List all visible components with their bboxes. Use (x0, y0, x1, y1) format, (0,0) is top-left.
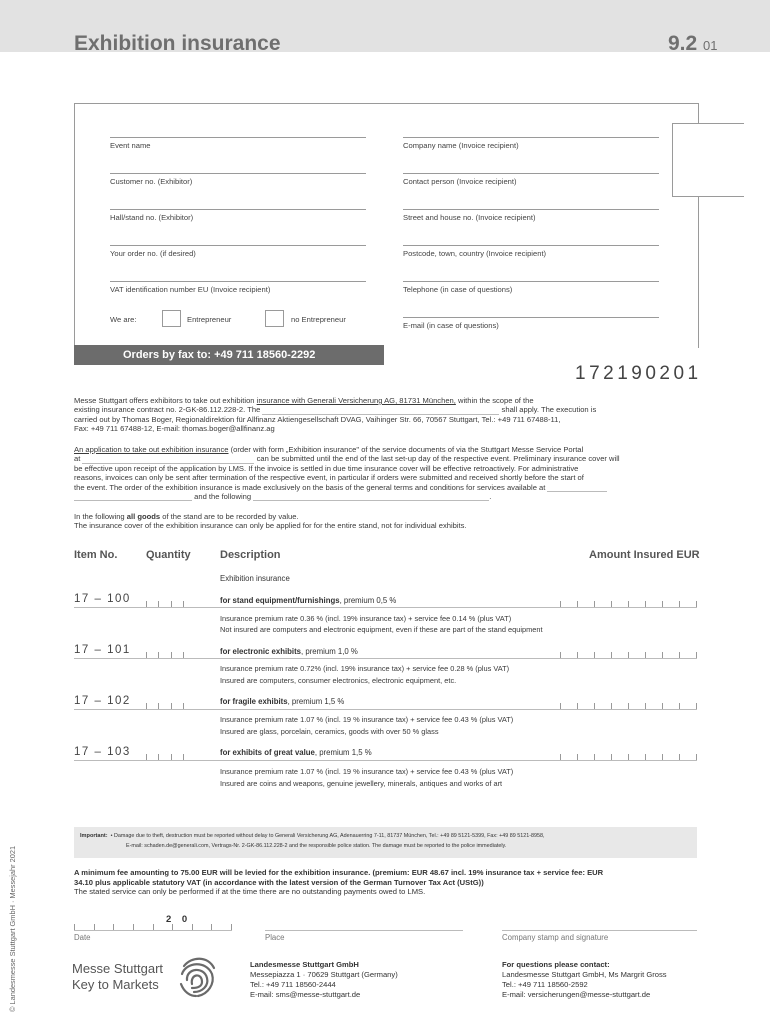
col-header-quantity: Quantity (146, 549, 191, 561)
row-title: for electronic exhibits, premium 1,0 % (220, 647, 358, 656)
hall-stand-field[interactable]: Hall/stand no. (Exhibitor) (110, 213, 194, 222)
fee-text: 34.10 plus applicable statutory VAT (in accordance with the latest version of the German Turnover Tax Act (UStG)) (74, 877, 484, 887)
row-detail: Insured are coins and weapons, genuine jewellery, minerals, antiques and works of art (220, 779, 503, 788)
contact-person-field[interactable]: Contact person (Invoice recipient) (403, 177, 517, 186)
field-line (403, 317, 659, 318)
blank-field (74, 500, 192, 501)
application-text: the event. The order of the exhibition insurance is made exclusively on the basis of the general terms and conditions for services available at (74, 482, 546, 492)
application-text: and the following (194, 492, 252, 502)
no-entrepreneur-checkbox[interactable] (265, 310, 284, 327)
field-line (403, 173, 659, 174)
section-number (668, 32, 718, 56)
vat-id-field[interactable]: VAT identification number EU (Invoice recipient) (110, 285, 271, 294)
row-detail: Insured are glass, porcelain, ceramics, goods with over 50 % glass (220, 727, 439, 736)
quantity-input[interactable] (146, 601, 184, 607)
row-detail: Not insured are computers and electronic equipment, even if these are part of the stand equipment (220, 625, 543, 634)
field-line (403, 245, 659, 246)
address-line: E-mail: sms@messe-stuttgart.de (250, 990, 361, 999)
item-number: 17 – 102 (74, 695, 131, 707)
application-text: can be submitted until the end of the last set-up day of the respective event. Preliminary insurance cover will (256, 454, 620, 464)
reference-number: 172190201 (575, 363, 702, 384)
quantity-input[interactable] (146, 703, 184, 709)
intro-text: Messe Stuttgart offers exhibitors to take out exhibition (74, 396, 257, 405)
field-line (403, 281, 659, 282)
address-line: Messepiazza 1 · 70629 Stuttgart (Germany) (250, 970, 398, 979)
logo-line: Key to Markets (72, 977, 159, 992)
year-digits: 2 0 (166, 914, 192, 925)
fee-text: A minimum fee amounting to 75.00 EUR will be levied for the exhibition insurance. (premium: EUR 48.67 incl. 19% insurance tax + service fee: EUR (74, 868, 604, 877)
section-main: 9.2 (668, 32, 698, 55)
email-field[interactable]: E-mail (in case of questions) (403, 321, 499, 330)
postcode-field[interactable]: Postcode, town, country (Invoice recipient) (403, 249, 547, 258)
row-title: for stand equipment/furnishings, premium 0,5 % (220, 596, 397, 605)
logo-line: Messe Stuttgart (72, 961, 164, 976)
field-line (403, 137, 659, 138)
customer-no-field[interactable]: Customer no. (Exhibitor) (110, 177, 193, 186)
event-name-field[interactable]: Event name (110, 141, 151, 150)
page-title: Exhibition insurance (74, 32, 281, 55)
row-line (74, 760, 697, 761)
place-label: Place (265, 933, 285, 942)
intro-text: within the scope of the (455, 396, 534, 405)
application-text: be effective upon receipt of the application by LMS. If the invoice is settled in due time insurance cover will be effective retroactively. For administrative (74, 463, 579, 473)
we-are-label: We are: (110, 315, 137, 324)
col-header-amount: Amount Insured EUR (589, 549, 700, 561)
important-box (74, 827, 697, 858)
application-text: (order with form „Exhibition insurance" of the service documents of via the Stuttgart Messe Service Portal (228, 445, 584, 454)
street-field[interactable]: Street and house no. (Invoice recipient) (403, 213, 536, 222)
fingerprint-logo-icon (178, 954, 218, 998)
row-detail: Insurance premium rate 1.07 % (incl. 19 % insurance tax) + service fee 0.43 % (plus VAT) (220, 767, 514, 776)
row-title: for exhibits of great value, premium 1,5 % (220, 748, 372, 757)
section-title: Exhibition insurance (220, 574, 290, 583)
quantity-input[interactable] (146, 754, 184, 760)
signature-line (502, 930, 697, 931)
amount-input[interactable] (560, 703, 697, 709)
intro-paragraph (74, 396, 699, 434)
item-number: 17 – 100 (74, 593, 131, 605)
important-text: • Damage due to theft, destruction must be reported without delay to Generali Versicherung AG, Adenauerring 7-11, 81737 München, Tel.: +49 89 5121-5399, Fax: +49 89 5121-8958, (110, 833, 545, 839)
row-line (74, 709, 697, 710)
fee-paragraph (74, 868, 699, 897)
company-address (250, 960, 398, 1000)
telephone-field[interactable]: Telephone (in case of questions) (403, 285, 513, 294)
order-no-field[interactable]: Your order no. (if desired) (110, 249, 196, 258)
intro-text: existing insurance contract no. 2-GK-86.112.228-2. The (74, 405, 261, 415)
col-header-description: Description (220, 549, 281, 561)
important-text: E-mail: schaden.de@generali.com, Vertrags-Nr. 2-GK-86.112.228-2 and the responsible police station. The damage must be reported to the police immediately. (126, 843, 507, 849)
company-name-field[interactable]: Company name (Invoice recipient) (403, 141, 519, 150)
quantity-input[interactable] (146, 652, 184, 658)
col-header-item: Item No. (74, 549, 118, 561)
copyright-side-text: © Landesmesse Stuttgart GmbH · Messejahr 2021 (8, 845, 17, 1012)
row-detail: Insurance premium rate 1.07 % (incl. 19 % insurance tax) + service fee 0.43 % (plus VAT) (220, 715, 514, 724)
goods-text: In the following (74, 512, 127, 521)
logo-text (72, 961, 163, 993)
application-text: An application to take out exhibition insurance (74, 445, 229, 454)
goods-emphasis: all goods (126, 512, 161, 521)
application-paragraph (74, 445, 699, 501)
field-line (110, 281, 366, 282)
contact-line: Tel.: +49 711 18560-2592 (502, 980, 588, 989)
fee-text: The stated service can only be performed if at the time there are no outstanding payments owed to LMS. (74, 887, 426, 896)
application-text: . (489, 492, 492, 502)
intro-text: carried out by Thomas Boger, Regionaldirektion für Allfinanz Aktiengesellschaft DVAG, Vaihinger Str. 66, 70567 Stuttgart, Tel.: +49 711 67488-11, (74, 414, 561, 424)
important-label: Important: (80, 833, 108, 839)
date-label: Date (74, 933, 91, 942)
amount-input[interactable] (560, 652, 697, 658)
contact-line: E-mail: versicherungen@messe-stuttgart.de (502, 990, 651, 999)
intro-text: shall apply. The execution is (501, 405, 597, 415)
field-line (110, 209, 366, 210)
no-entrepreneur-label: no Entrepreneur (291, 315, 346, 324)
fax-bar: Orders by fax to: +49 711 18560-2292 (74, 345, 384, 365)
insurer-link[interactable]: insurance with Generali Versicherung AG, 81731 München, (256, 396, 456, 405)
receipt-stamp-box (672, 123, 744, 197)
item-number: 17 – 103 (74, 746, 131, 758)
address-line: Tel.: +49 711 18560-2444 (250, 980, 336, 989)
amount-input[interactable] (560, 754, 697, 760)
date-line (74, 930, 232, 931)
row-line (74, 607, 697, 608)
contact-title: For questions please contact: (502, 960, 610, 969)
stamp-label: Company stamp and signature (502, 933, 609, 942)
row-detail: Insurance premium rate 0.72% (incl. 19% insurance tax) + service fee 0.28 % (plus VAT) (220, 664, 510, 673)
row-line (74, 658, 697, 659)
row-detail: Insured are computers, consumer electronics, electronic equipment, etc. (220, 676, 457, 685)
intro-text: Fax: +49 711 67488-12, E-mail: thomas.boger@allfinanz.ag (74, 424, 275, 434)
contact-info (502, 960, 667, 1000)
goods-paragraph (74, 512, 699, 531)
goods-text: of the stand are to be recorded by value. (160, 512, 299, 521)
field-line (110, 173, 366, 174)
entrepreneur-checkbox[interactable] (162, 310, 181, 327)
row-detail: Insurance premium rate 0.36 % (incl. 19% insurance tax) + service fee 0.14 % (plus VAT) (220, 614, 512, 623)
blank-field (253, 500, 489, 501)
item-number: 17 – 101 (74, 644, 131, 656)
company-name: Landesmesse Stuttgart GmbH (250, 960, 359, 969)
place-line (265, 930, 463, 931)
field-line (110, 137, 366, 138)
blank-field (547, 491, 607, 492)
application-text: reasons, invoices can only be sent after termination of the respective event, in particular if orders were submitted and received shortly before the start of (74, 473, 584, 483)
section-sub: 01 (703, 38, 718, 53)
entrepreneur-label: Entrepreneur (187, 315, 232, 324)
application-text: at (74, 454, 81, 464)
contact-line: Landesmesse Stuttgart GmbH, Ms Margrit Gross (502, 970, 667, 979)
goods-text: The insurance cover of the exhibition insurance can only be applied for for the entire stand, not for individual exhibits. (74, 521, 467, 531)
row-title: for fragile exhibits, premium 1,5 % (220, 697, 345, 706)
field-line (403, 209, 659, 210)
amount-input[interactable] (560, 601, 697, 607)
field-line (110, 245, 366, 246)
